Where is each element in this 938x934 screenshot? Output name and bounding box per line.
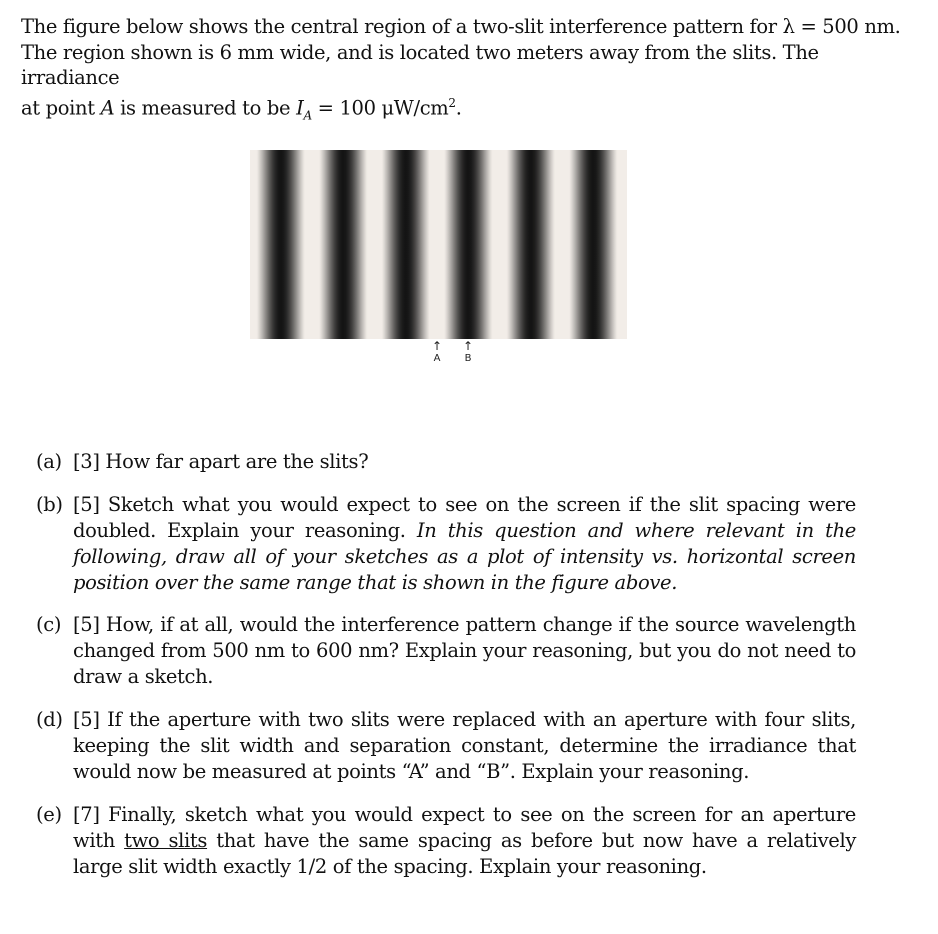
intro-line-3-mid: is measured to be (114, 96, 297, 119)
intro-line-3-end: . (455, 96, 462, 119)
irradiance-value: = 100 μW/cm (311, 96, 449, 119)
question-e (36, 802, 856, 880)
question-a-label: (a) (36, 450, 62, 473)
marker-b-label: B (464, 353, 472, 364)
point-a-symbol: A (100, 96, 115, 119)
question-d (36, 707, 856, 785)
intro-line-3 (21, 91, 911, 129)
up-arrow-icon: ↑ (462, 339, 474, 353)
interference-pattern-image (250, 150, 627, 339)
question-b-label: (b) (36, 493, 63, 516)
irradiance-subscript: A (303, 107, 312, 122)
intro-line-2: The region shown is 6 mm wide, and is located two meters away from the slits. The irradiance (21, 40, 819, 89)
question-c-label: (c) (36, 613, 62, 636)
question-e-text-before: [7] Finally, sketch what you would expect to see on the screen for an aperture with (73, 803, 856, 852)
irradiance-symbol: I (296, 96, 304, 119)
question-a (36, 449, 856, 475)
fringe-pattern (250, 150, 627, 339)
marker-b (458, 340, 478, 365)
question-c (36, 612, 856, 690)
marker-a-label: A (433, 353, 441, 364)
question-e-label: (e) (36, 803, 62, 826)
question-c-text: [5] How, if at all, would the interference pattern change if the source wavelength changed from 500 nm to 600 nm? Explain your reasoning, but you do not need to draw a sketch. (73, 613, 856, 688)
question-b-body (36, 492, 856, 596)
unit-exponent: 2 (448, 95, 456, 110)
question-d-text: [5] If the aperture with two slits were replaced with an aperture with four slits, keeping the slit width and separation constant, determine the irradiance that would now be measured at points “A” and “B”. Explain your reasoning. (73, 708, 856, 783)
interference-pattern-figure (250, 150, 627, 339)
question-b-italic-note: In this question and where relevant in the following, draw all of your sketches as a plot of intensity vs. horizontal screen position over the same range that is shown in the figure above. (73, 519, 856, 594)
question-e-body (36, 802, 856, 880)
up-arrow-icon: ↑ (431, 339, 443, 353)
question-e-text-after: that have the same spacing as before but now have a relatively large slit width exactly 1/2 of the spacing. Explain your reasoning. (73, 829, 856, 878)
marker-a (427, 340, 447, 365)
question-b (36, 492, 856, 596)
intro-line-1: The figure below shows the central region of a two-slit interference pattern for λ = 500 nm. (21, 15, 901, 38)
question-a-text: [3] How far apart are the slits? (73, 450, 369, 473)
question-b-text: [5] Sketch what you would expect to see on the screen if the slit spacing were doubled. Explain your reasoning. (73, 493, 856, 542)
problem-intro (21, 14, 911, 128)
question-e-underlined: two slits (124, 829, 208, 852)
question-d-label: (d) (36, 708, 63, 731)
intro-line-3-prefix: at point (21, 96, 101, 119)
